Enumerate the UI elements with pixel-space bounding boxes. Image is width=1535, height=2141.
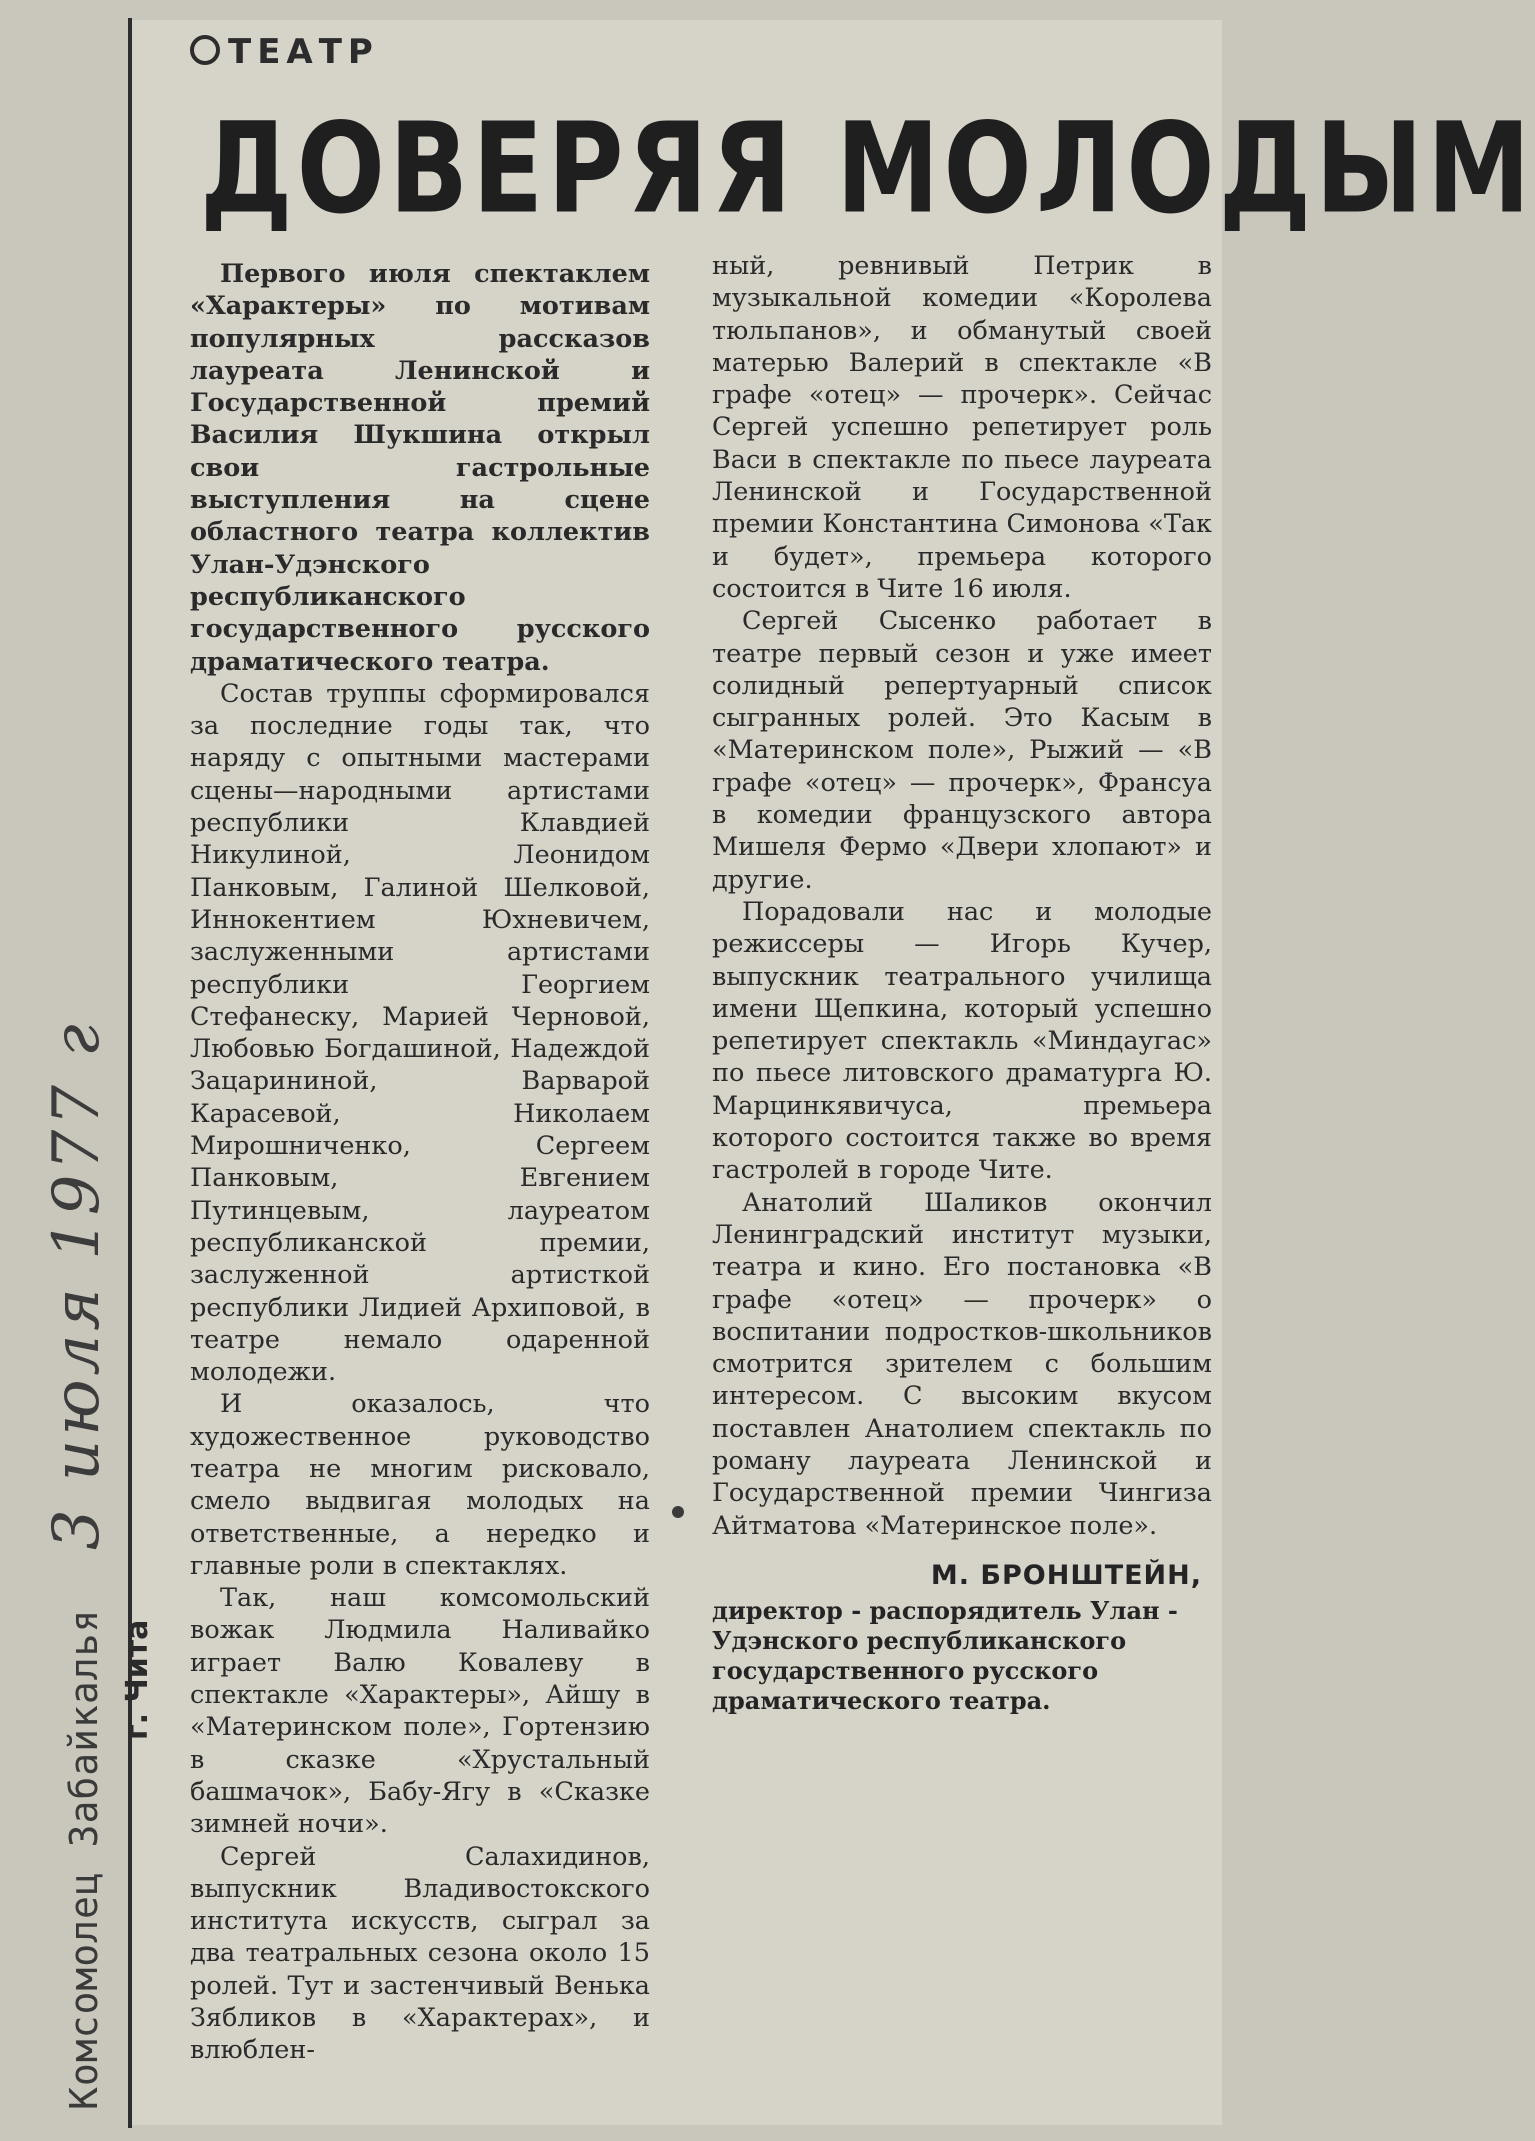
rubric-label: ТЕАТР: [228, 32, 379, 72]
article-paragraph: Сергей Салахидинов, выпускник Владивостокского института искусств, сыграл за два театральных сезона около 15 ролей. Тут и застенчивый Венька Зябликов в «Характерах», и влюблен-: [190, 1841, 650, 2066]
city-stamp: г. Чита: [120, 1619, 155, 1740]
article-paragraph: ный, ревнивый Петрик в музыкальной комедии «Королева тюльпанов», и обманутый своей матерью Валерий в спектакле «В графе «отец» — прочерк». Сейчас Сергей успешно репетирует роль Васи в спектакле по пьесе лауреата Ленинской и Государственной премии Константина Симонова «Так и будет», премьера которого состоится в Чите 16 июля.: [712, 251, 1212, 604]
author-name: М. БРОНШТЕЙН,: [930, 1559, 1202, 1591]
article-lead-paragraph: Первого июля спектаклем «Характеры» по мотивам популярных рассказов лауреата Ленинской и Государственной премий Василия Шукшина открыл свои гастрольные выступления на сцене областного театра коллектив Улан-Удэнского республиканского государственного русского драматического театра.: [190, 259, 650, 677]
rubric-bullet-icon: [190, 35, 220, 65]
article-paragraph: Анатолий Шаликов окончил Ленинградский институт музыки, театра и кино. Его постановка «В графе «отец» — прочерк» о воспитании подростков-школьников смотрится зрителем с большим интересом. С высоким вкусом поставлен Анатолием спектакль по роману лауреата Ленинской и Государственной премии Чингиза Айтматова «Материнское поле».: [712, 1187, 1212, 1541]
article-paragraph: Сергей Сысенко работает в театре первый сезон и уже имеет солидный репертуарный список сыгранных ролей. Это Касым в «Материнском поле», Рыжий — «В графе «отец» — прочерк», Франсуа в комедии французского автора Мишеля Фермо «Двери хлопают» и другие.: [712, 606, 1212, 895]
article-paragraph: Порадовали нас и молодые режиссеры — Игорь Кучер, выпускник театрального училища имени Щепкина, который успешно репетирует спектакль «Миндаугас» по пьесе литовского драматурга Ю. Марцинкявичуса, премьера которого состоится также во время гастролей в городе Чите.: [712, 896, 1212, 1186]
article-paragraph: Состав труппы сформировался за последние годы так, что наряду с опытными мастерами сцены—народными артистами республики Клавдией Никулиной, Леонидом Панковым, Галиной Шелковой, Иннокентием Юхневичем, заслуженными артистами республики Георгием Стефанеску, Марией Черновой, Любовью Богдашиной, Надеждой Зацарининой, Варварой Карасевой, Николаем Мирошниченко, Сергеем Панковым, Евгением Путинцевым, лауреатом республиканской премии, заслуженной артисткой республики Лидией Архиповой, в театре немало одаренной молодежи.: [190, 678, 650, 1388]
handwritten-date: 3 июля 1977 г: [40, 1020, 114, 1550]
rubric: [190, 32, 379, 72]
article-paragraph: И оказалось, что художественное руководство театра не многим рисковало, смело выдвигая молодых на ответственные, а нередко и главные роли в спектаклях.: [190, 1389, 650, 1581]
newspaper-source-stamp: Комсомолец Забайкалья: [62, 1608, 106, 2110]
article-headline: ДОВЕРЯЯ МОЛОДЫМ: [200, 95, 1535, 242]
article-paragraph: Так, наш комсомольский вожак Людмила Наливайко играет Валю Ковалеву в спектакле «Характеры», Айшу в «Материнском поле», Гортензию в сказке «Хрустальный башмачок», Бабу-Ягу в «Сказке зимней ночи».: [190, 1583, 650, 1840]
article-right-column: [712, 250, 1212, 1716]
author-signature: [712, 1560, 1212, 1716]
author-title: директор - распорядитель Улан - Удэнского республиканского государственного русского драматического театра.: [712, 1596, 1178, 1716]
clipping-border-line: [128, 18, 132, 2128]
article-left-column: [190, 258, 650, 2067]
column-divider-dot: [672, 1506, 684, 1518]
